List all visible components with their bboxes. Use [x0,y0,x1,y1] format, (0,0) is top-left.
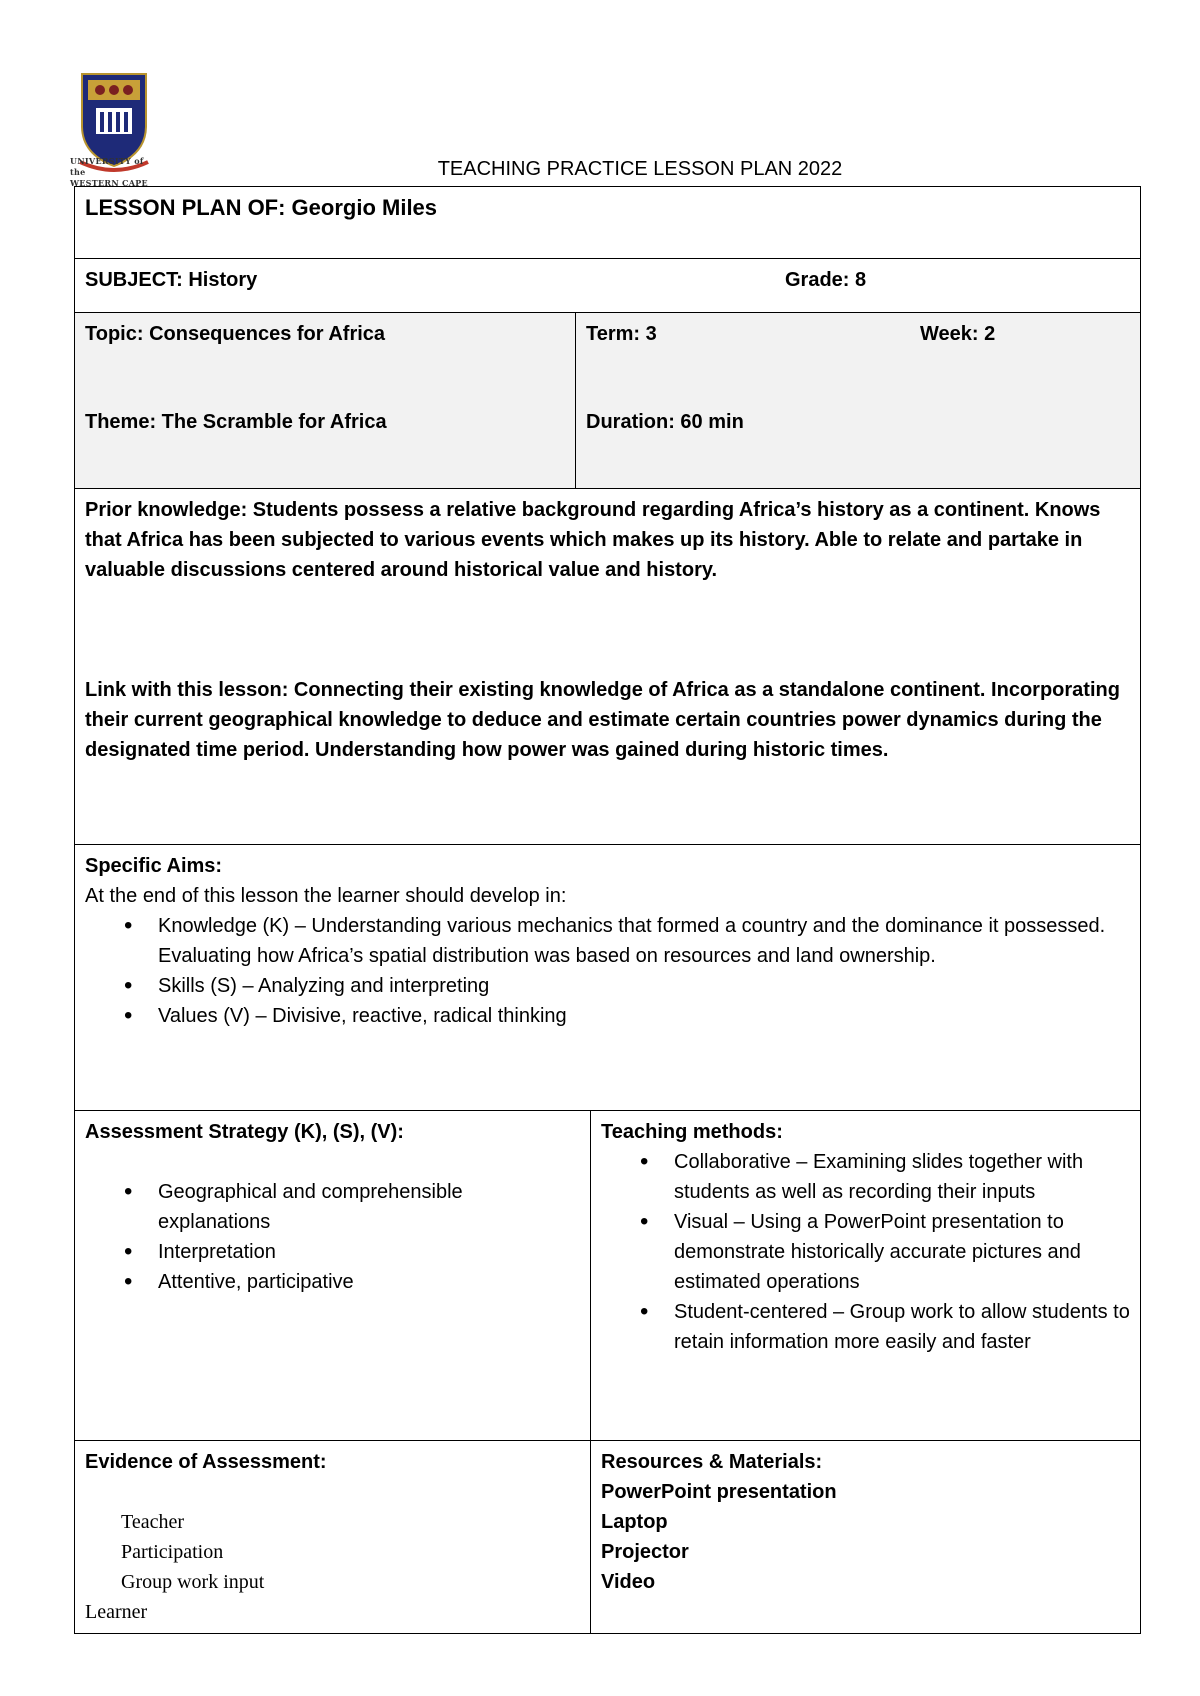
link-with-lesson: Link with this lesson: Connecting their existing knowledge of Africa as a standalone continent. Incorporating their current geographical knowledge to deduce and estimate certain countries power dynamics during the designated time period. Understanding how power was gained during historic times. [85,679,1120,761]
list-item: • Collaborative – Examining slides together with students as well as recording their inputs [674,1147,1130,1207]
assessment-strategy-cell [75,1111,591,1441]
topic-theme-cell [75,313,576,489]
list-item: • Visual – Using a PowerPoint presentation to demonstrate historically accurate pictures and estimated operations [674,1207,1130,1297]
list-item: • Student-centered – Group work to allow students to retain information more easily and faster [674,1297,1130,1357]
list-item: • Skills (S) – Analyzing and interpreting [158,971,1130,1001]
week: Week: 2 [920,323,996,345]
resources-cell [591,1441,1141,1634]
aims-intro: At the end of this lesson the learner should develop in: [85,885,567,907]
teaching-heading: Teaching methods: [601,1121,783,1143]
lesson-plan-of-cell [75,187,1141,259]
list-item: • Knowledge (K) – Understanding various mechanics that formed a country and the dominance it possessed. Evaluating how Africa’s spatial distribution was based on resources and land ownership. [158,911,1130,971]
grade: Grade: 8 [785,269,867,291]
term: Term: 3 [586,323,657,345]
logo-caption: UNIVERSITY of the WESTERN CAPE [70,156,148,188]
aims-heading: Specific Aims: [85,855,223,877]
duration: Duration: 60 min [586,411,744,433]
topic: Topic: Consequences for Africa [85,323,386,345]
assessment-heading: Assessment Strategy (K), (S), (V): [85,1121,404,1143]
subject-cell [75,259,1141,313]
prior-knowledge-cell [75,489,1141,845]
aims-list [85,911,1130,1031]
resource-item: Projector [601,1541,689,1563]
evidence-learner: Learner [85,1601,148,1623]
teaching-list [601,1147,1130,1357]
resources-heading: Resources & Materials: [601,1451,823,1473]
evidence-heading: Evidence of Assessment: [85,1451,327,1473]
lesson-plan-table [74,186,1141,1634]
evidence-item: Teacher [121,1511,184,1533]
list-item: • Interpretation [158,1237,580,1267]
prior-knowledge: Prior knowledge: Students possess a relative background regarding Africa’s history as a continent. Knows that Africa has been subjected to various events which makes up its history. Able to relate and partake in valuable discussions centered around historical value and history. [85,499,1101,581]
resource-item: Laptop [601,1511,668,1533]
term-duration-cell [576,313,1141,489]
resource-item: PowerPoint presentation [601,1481,837,1503]
teaching-methods-cell [591,1111,1141,1441]
subject: SUBJECT: History [85,269,258,291]
evidence-item: Participation [121,1541,224,1563]
list-item: • Attentive, participative [158,1267,580,1297]
evidence-cell [75,1441,591,1634]
theme: Theme: The Scramble for Africa [85,411,387,433]
list-item: • Geographical and comprehensible explanations [158,1177,580,1237]
assessment-list [85,1177,580,1297]
resource-item: Video [601,1571,656,1593]
list-item: • Values (V) – Divisive, reactive, radical thinking [158,1001,1130,1031]
evidence-item: Group work input [121,1571,265,1593]
specific-aims-cell [75,845,1141,1111]
lesson-plan-of: LESSON PLAN OF: Georgio Miles [85,195,438,220]
document-title: TEACHING PRACTICE LESSON PLAN 2022 [437,158,843,180]
